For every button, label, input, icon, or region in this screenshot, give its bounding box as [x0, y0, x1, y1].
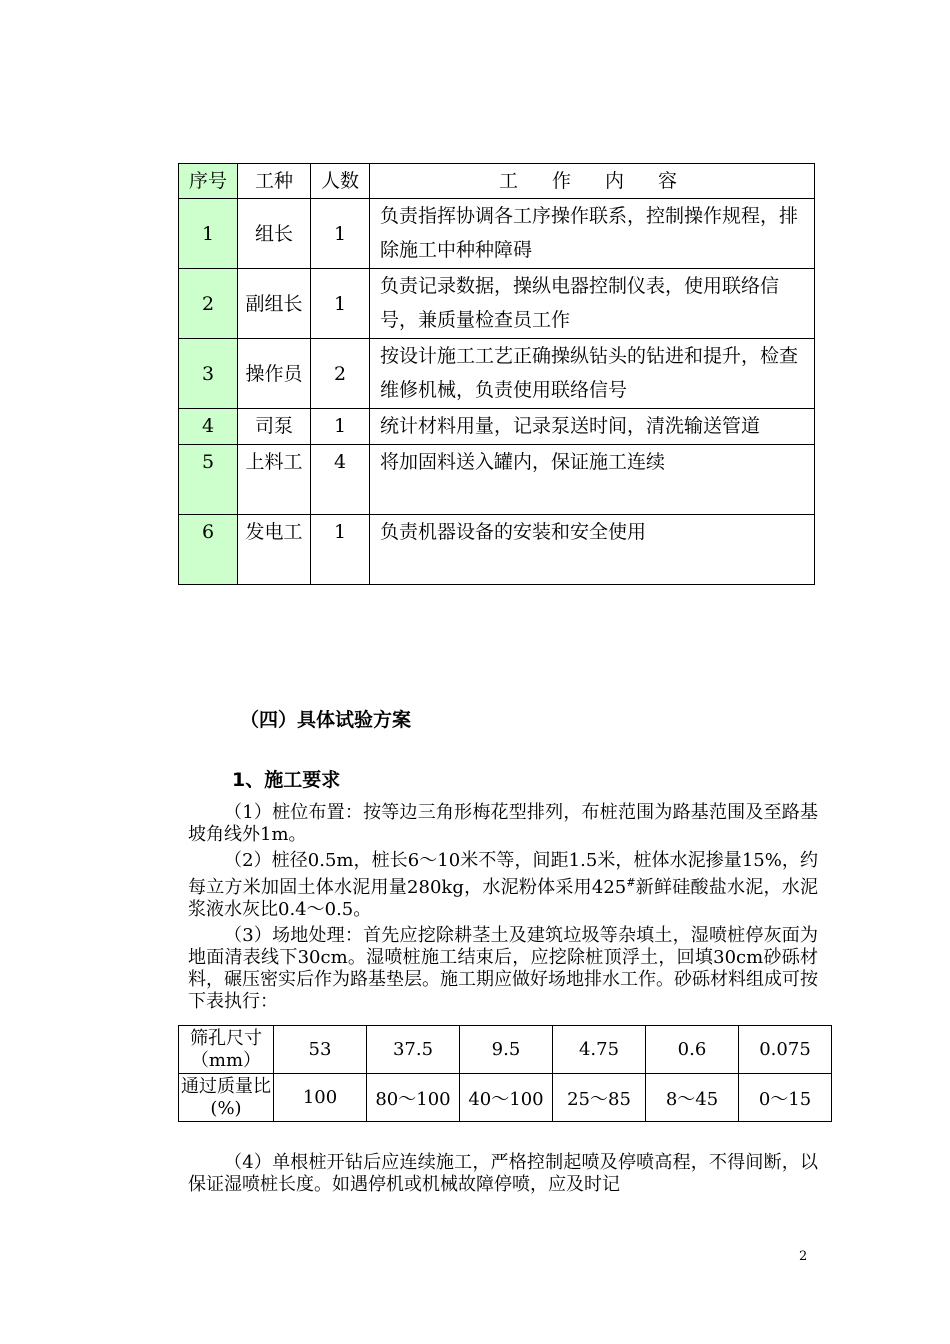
- sieve-pass-cell: 0～15: [739, 1074, 832, 1122]
- header-work: 工 作 内 容: [370, 164, 815, 199]
- paragraph-2-main: （2）桩径0.5m，桩长6～10米不等，间距1.5米，桩体水泥掺量15%，约每立方米加固土体水泥用量280kg，水泥粉体采用425: [188, 850, 818, 898]
- row-type: 上料工: [238, 445, 311, 515]
- section-heading: （四）具体试验方案: [240, 709, 412, 731]
- table-row: [179, 445, 815, 515]
- header-no: 序号: [179, 164, 238, 199]
- row-no: 3: [179, 339, 238, 409]
- sieve-size-cell: 53: [274, 1026, 367, 1074]
- row-no: 6: [179, 515, 238, 585]
- row-work: 负责指挥协调各工序操作联系，控制操作规程，排除施工中种种障碍: [370, 199, 815, 269]
- subheading: 1、施工要求: [232, 769, 341, 791]
- table-row: [179, 409, 815, 445]
- row-count: 4: [311, 445, 370, 515]
- sieve-row-pass: [179, 1074, 832, 1122]
- header-count: 人数: [311, 164, 370, 199]
- paragraph-3: （3）场地处理：首先应挖除耕茎土及建筑垃圾等杂填土，湿喷桩停灰面为地面清表线下30cm。湿喷桩施工结束后，应挖除桩顶浮土，回填30cm砂砾材料，碾压密实后作为路基垫层。施工期应做好场地排水工作。砂砾材料组成可按下表执行：: [188, 925, 818, 1012]
- row-count: 1: [311, 409, 370, 445]
- row-no: 4: [179, 409, 238, 445]
- table-row: [179, 199, 815, 269]
- row-count: 1: [311, 515, 370, 585]
- sieve-table: [178, 1025, 832, 1122]
- paragraph-2-sup: #: [626, 876, 636, 889]
- paragraph-1: （1）桩位布置：按等边三角形梅花型排列，布桩范围为路基范围及至路基坡角线外1m。: [188, 802, 818, 845]
- sieve-size-cell: 0.6: [646, 1026, 739, 1074]
- sieve-row-size: [179, 1026, 832, 1074]
- row-work: 将加固料送入罐内，保证施工连续: [370, 445, 815, 515]
- row-type: 操作员: [238, 339, 311, 409]
- sieve-size-cell: 9.5: [460, 1026, 553, 1074]
- staff-table-header: [179, 164, 815, 199]
- sieve-size-label: 筛孔尺寸（mm）: [179, 1026, 274, 1074]
- row-type: 组长: [238, 199, 311, 269]
- sieve-pass-cell: 8～45: [646, 1074, 739, 1122]
- paragraph-4: （4）单根桩开钻后应连续施工，严格控制起喷及停喷高程，不得间断，以保证湿喷桩长度。如遇停机或机械故障停喷，应及时记: [188, 1152, 818, 1195]
- sieve-size-cell: 0.075: [739, 1026, 832, 1074]
- sieve-size-cell: 37.5: [367, 1026, 460, 1074]
- row-count: 1: [311, 269, 370, 339]
- row-no: 5: [179, 445, 238, 515]
- row-type: 发电工: [238, 515, 311, 585]
- row-count: 2: [311, 339, 370, 409]
- row-work: 统计材料用量，记录泵送时间，清洗输送管道: [370, 409, 815, 445]
- table-row: [179, 339, 815, 409]
- row-no: 2: [179, 269, 238, 339]
- row-work: 负责机器设备的安装和安全使用: [370, 515, 815, 585]
- row-work: 按设计施工工艺正确操纵钻头的钻进和提升，检查维修机械，负责使用联络信号: [370, 339, 815, 409]
- row-type: 司泵: [238, 409, 311, 445]
- header-type: 工种: [238, 164, 311, 199]
- staff-table: [178, 163, 815, 585]
- sieve-pass-cell: 25～85: [553, 1074, 646, 1122]
- row-type: 副组长: [238, 269, 311, 339]
- sieve-pass-label: 通过质量比(%): [179, 1074, 274, 1122]
- sieve-size-cell: 4.75: [553, 1026, 646, 1074]
- page-number: 2: [799, 1249, 808, 1264]
- sieve-pass-cell: 80～100: [367, 1074, 460, 1122]
- sieve-pass-cell: 40～100: [460, 1074, 553, 1122]
- sieve-pass-cell: 100: [274, 1074, 367, 1122]
- row-no: 1: [179, 199, 238, 269]
- paragraph-2: [188, 850, 818, 921]
- table-row: [179, 269, 815, 339]
- row-count: 1: [311, 199, 370, 269]
- row-work: 负责记录数据，操纵电器控制仪表，使用联络信号，兼质量检查员工作: [370, 269, 815, 339]
- paragraph-2-tail: 新鲜硅酸盐水泥，水泥浆液水灰比0.4～0.5。: [188, 877, 818, 920]
- table-row: [179, 515, 815, 585]
